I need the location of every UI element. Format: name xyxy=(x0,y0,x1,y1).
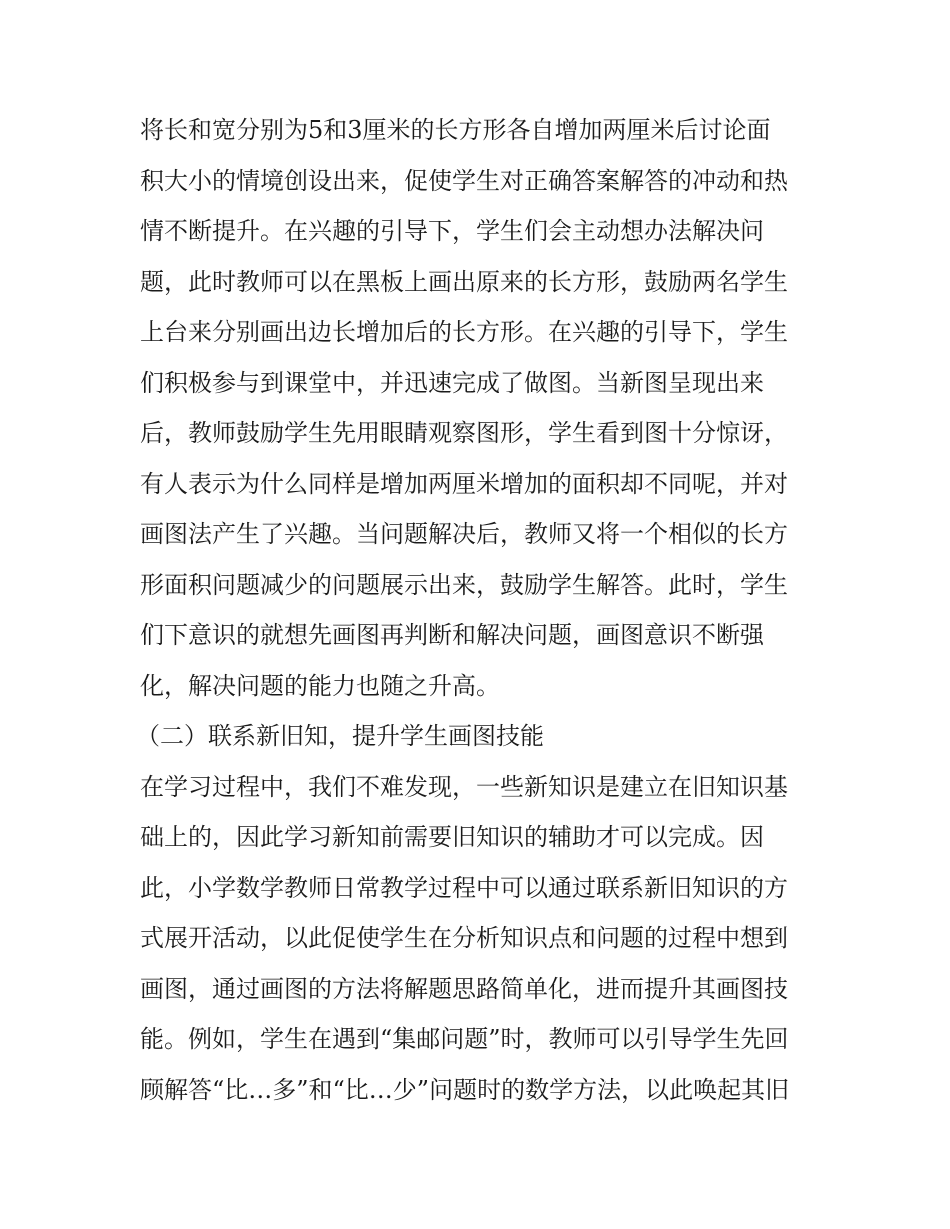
text-line: 在学习过程中，我们不难发现，一些新知识是建立在旧知识基 xyxy=(140,772,788,801)
text-line: 们积极参与到课堂中，并迅速完成了做图。当新图呈现出来 xyxy=(140,368,764,397)
section-heading: （二）联系新旧知，提升学生画图技能 xyxy=(136,722,544,750)
text-line: 画图，通过画图的方法将解题思路简单化，进而提升其画图技 xyxy=(140,974,788,1003)
text-line: 形面积问题减少的问题展示出来，鼓励学生解答。此时，学生 xyxy=(140,570,788,599)
text-line: 化，解决问题的能力也随之升高。 xyxy=(140,671,500,700)
text-line: 顾解答“比…多”和“比…少”问题时的数学方法，以此唤起其旧 xyxy=(140,1075,790,1104)
text-line: 们下意识的就想先画图再判断和解决问题，画图意识不断强 xyxy=(140,621,764,649)
text-line: 后，教师鼓励学生先用眼睛观察图形，学生看到图十分惊讶， xyxy=(140,419,788,447)
text-line: 能。例如，学生在遇到“集邮问题”时，教师可以引导学生先回 xyxy=(140,1025,789,1053)
text-line: 画图法产生了兴趣。当问题解决后，教师又将一个相似的长方 xyxy=(140,520,788,548)
text-line: 情不断提升。在兴趣的引导下，学生们会主动想办法解决问 xyxy=(140,217,764,245)
body-text xyxy=(136,105,820,1115)
text-line: 积大小的情境创设出来，促使学生对正确答案解答的冲动和热 xyxy=(140,166,788,195)
text-line: 础上的，因此学习新知前需要旧知识的辅助才可以完成。因 xyxy=(140,823,764,851)
text-line: 将长和宽分别为5和3厘米的长方形各自增加两厘米后讨论面 xyxy=(140,116,771,144)
text-line: 此，小学数学教师日常教学过程中可以通过联系新旧知识的方 xyxy=(140,873,788,902)
text-line: 有人表示为什么同样是增加两厘米增加的面积却不同呢，并对 xyxy=(140,469,788,498)
text-line: 式展开活动，以此促使学生在分析知识点和问题的过程中想到 xyxy=(140,924,788,952)
text-line: 上台来分别画出边长增加后的长方形。在兴趣的引导下，学生 xyxy=(140,318,788,346)
text-line: 题，此时教师可以在黑板上画出原来的长方形，鼓励两名学生 xyxy=(140,267,788,296)
